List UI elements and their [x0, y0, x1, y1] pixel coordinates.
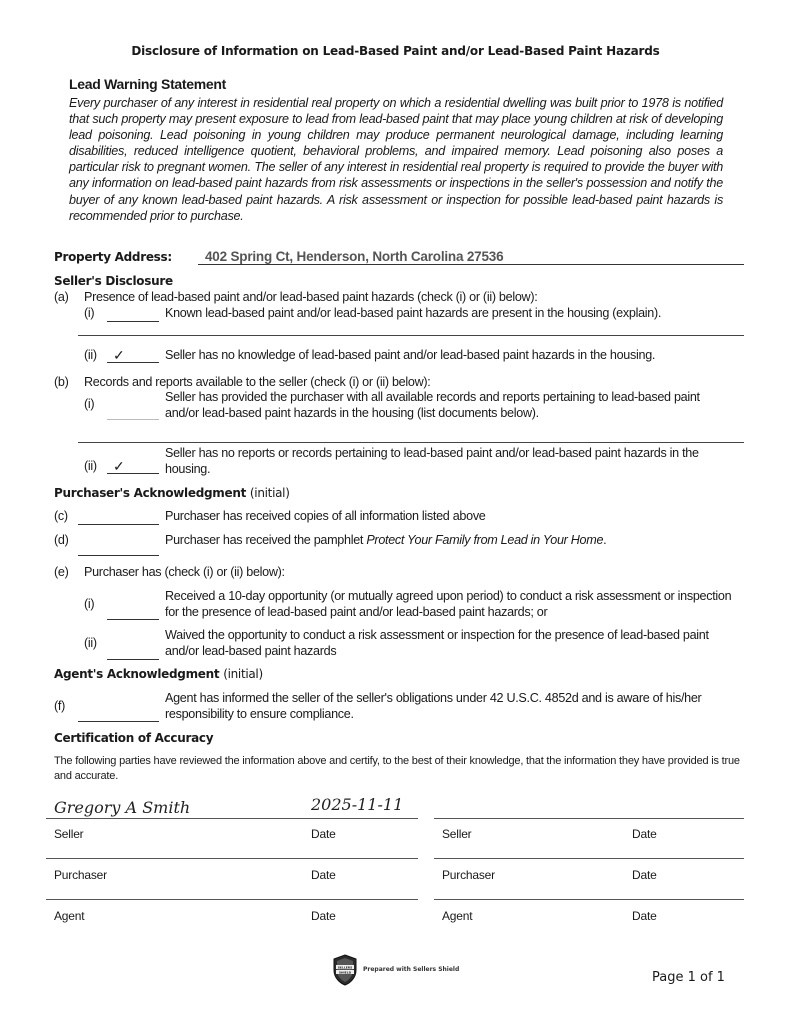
purchasers-ack-heading: [54, 486, 290, 500]
signature-line-seller-1[interactable]: [46, 818, 418, 819]
item-a-ii-checkbox[interactable]: [107, 347, 159, 363]
item-f-marker: (f): [54, 699, 65, 713]
item-a-text: Presence of lead-based paint and/or lead-based paint hazards (check (i) or (ii) below):: [84, 290, 538, 304]
item-b-marker: (b): [54, 375, 69, 389]
item-e-marker: (e): [54, 565, 69, 579]
lead-warning-heading: Lead Warning Statement: [69, 76, 227, 92]
item-c-text: Purchaser has received copies of all information listed above: [165, 509, 486, 523]
label-date-purchaser-1: Date: [311, 868, 336, 882]
label-date-purchaser-2: Date: [632, 868, 657, 882]
item-e-i-checkbox[interactable]: [107, 603, 159, 620]
item-e-ii-checkbox[interactable]: [107, 643, 159, 660]
check-icon: ✓: [113, 458, 125, 474]
label-date-seller-2: Date: [632, 827, 657, 841]
agents-ack-heading: [54, 667, 263, 681]
property-address-value[interactable]: 402 Spring Ct, Henderson, North Carolina 27536: [205, 249, 504, 264]
item-c-marker: (c): [54, 509, 68, 523]
logo-text-bottom: SHIELD: [338, 970, 352, 975]
item-e-i-marker: (i): [84, 597, 95, 611]
signature-line-purchaser-2[interactable]: [434, 858, 744, 859]
item-a-marker: (a): [54, 290, 69, 304]
lead-warning-body: Every purchaser of any interest in residential real property on which a residential dwelling was built prior to 1978 is notified that such property may present exposure to lead from lead-based paint that may place young children at risk of developing lead poisoning. Lead poisoning in young children may produce permanent neurological damage, including learning disabilities, reduced intelligence quotient, behavioral problems, and impaired memory. Lead poisoning also poses a particular risk to pregnant women. The seller of any interest in residential real property is required to provide the buyer with any information on lead-based paint hazards from risk assessments or inspections in the seller's possession and notify the buyer of any known lead-based paint hazards. A risk assessment or inspection for possible lead-based paint hazards is recommended prior to purchase.: [69, 96, 723, 223]
item-d-marker: (d): [54, 533, 69, 547]
label-seller-1: Seller: [54, 827, 84, 841]
item-b-i-marker: (i): [84, 397, 95, 411]
seller-signature[interactable]: Gregory A Smith: [54, 798, 191, 817]
item-d-text: [165, 532, 606, 548]
label-date-seller-1: Date: [311, 827, 336, 841]
item-a-explain-line[interactable]: [78, 335, 744, 336]
page-number: Page 1 of 1: [652, 970, 725, 985]
item-d-text-prefix: Purchaser has received the pamphlet: [165, 533, 367, 547]
item-a-ii-marker: (ii): [84, 348, 97, 362]
property-address-label: Property Address:: [54, 250, 172, 264]
certification-heading: Certification of Accuracy: [54, 731, 214, 745]
label-agent-1: Agent: [54, 909, 85, 923]
footer-branding: Prepared with Sellers Shield: [363, 966, 460, 973]
item-e-text: Purchaser has (check (i) or (ii) below):: [84, 565, 285, 579]
label-purchaser-1: Purchaser: [54, 868, 107, 882]
item-b-i-text: Seller has provided the purchaser with all available records and reports pertaining to lead-based paint and/or lead-based paint hazards in the housing (list documents below).: [165, 390, 700, 420]
item-e-ii-text: Waived the opportunity to conduct a risk assessment or inspection for the presence of lead-based paint and/or lead-based paint hazards: [165, 628, 709, 658]
item-b-documents-line[interactable]: [78, 442, 744, 443]
pamphlet-title: Protect Your Family from Lead in Your Home: [366, 533, 604, 547]
seller-signature-date[interactable]: 2025-11-11: [311, 795, 404, 814]
item-b-ii-checkbox[interactable]: [107, 458, 159, 474]
label-date-agent-1: Date: [311, 909, 336, 923]
label-seller-2: Seller: [442, 827, 472, 841]
purchasers-ack-suffix: (initial): [249, 486, 290, 500]
item-a-i-marker: (i): [84, 306, 95, 320]
document-title: Disclosure of Information on Lead-Based Paint and/or Lead-Based Paint Hazards: [131, 44, 660, 58]
item-b-i-checkbox[interactable]: [107, 403, 159, 420]
item-a-ii-text: Seller has no knowledge of lead-based paint and/or lead-based paint hazards in the housing.: [165, 348, 656, 362]
item-f-initial-field[interactable]: [78, 705, 159, 722]
item-d-initial-field[interactable]: [78, 539, 159, 556]
purchasers-ack-title: Purchaser's Acknowledgment: [54, 486, 247, 500]
item-b-ii-text: Seller has no reports or records pertaining to lead-based paint and/or lead-based paint hazards in the housing.: [165, 446, 699, 476]
label-purchaser-2: Purchaser: [442, 868, 495, 882]
logo-text-top: SELLERS: [337, 965, 353, 970]
item-d-text-suffix: .: [603, 533, 607, 547]
item-b-ii-marker: (ii): [84, 459, 97, 473]
signature-line-purchaser-1[interactable]: [46, 858, 418, 859]
label-date-agent-2: Date: [632, 909, 657, 923]
property-address-field[interactable]: [198, 264, 744, 265]
certification-text: The following parties have reviewed the information above and certify, to the best of their knowledge, that the information they have provided is true and accurate.: [54, 755, 740, 782]
item-a-i-text: Known lead-based paint and/or lead-based paint hazards are present in the housing (explain).: [165, 306, 662, 320]
label-agent-2: Agent: [442, 909, 473, 923]
item-f-text: Agent has informed the seller of the seller's obligations under 42 U.S.C. 4852d and is aware of his/her responsibility to ensure compliance.: [165, 691, 702, 721]
agents-ack-title: Agent's Acknowledgment: [54, 667, 220, 681]
sellers-shield-logo-icon: [332, 954, 358, 986]
item-b-text: Records and reports available to the seller (check (i) or (ii) below):: [84, 375, 431, 389]
agents-ack-suffix: (initial): [223, 667, 263, 681]
check-icon: ✓: [113, 347, 125, 363]
item-e-i-text: Received a 10-day opportunity (or mutually agreed upon period) to conduct a risk assessment or inspection for the presence of lead-based paint and/or lead-based paint hazards; or: [165, 589, 732, 619]
signature-line-agent-1[interactable]: [46, 899, 418, 900]
item-c-initial-field[interactable]: [78, 508, 159, 525]
sellers-disclosure-heading: Seller's Disclosure: [54, 274, 173, 288]
item-e-ii-marker: (ii): [84, 636, 97, 650]
signature-line-seller-2[interactable]: [434, 818, 744, 819]
signature-line-agent-2[interactable]: [434, 899, 744, 900]
item-a-i-checkbox[interactable]: [107, 305, 159, 322]
